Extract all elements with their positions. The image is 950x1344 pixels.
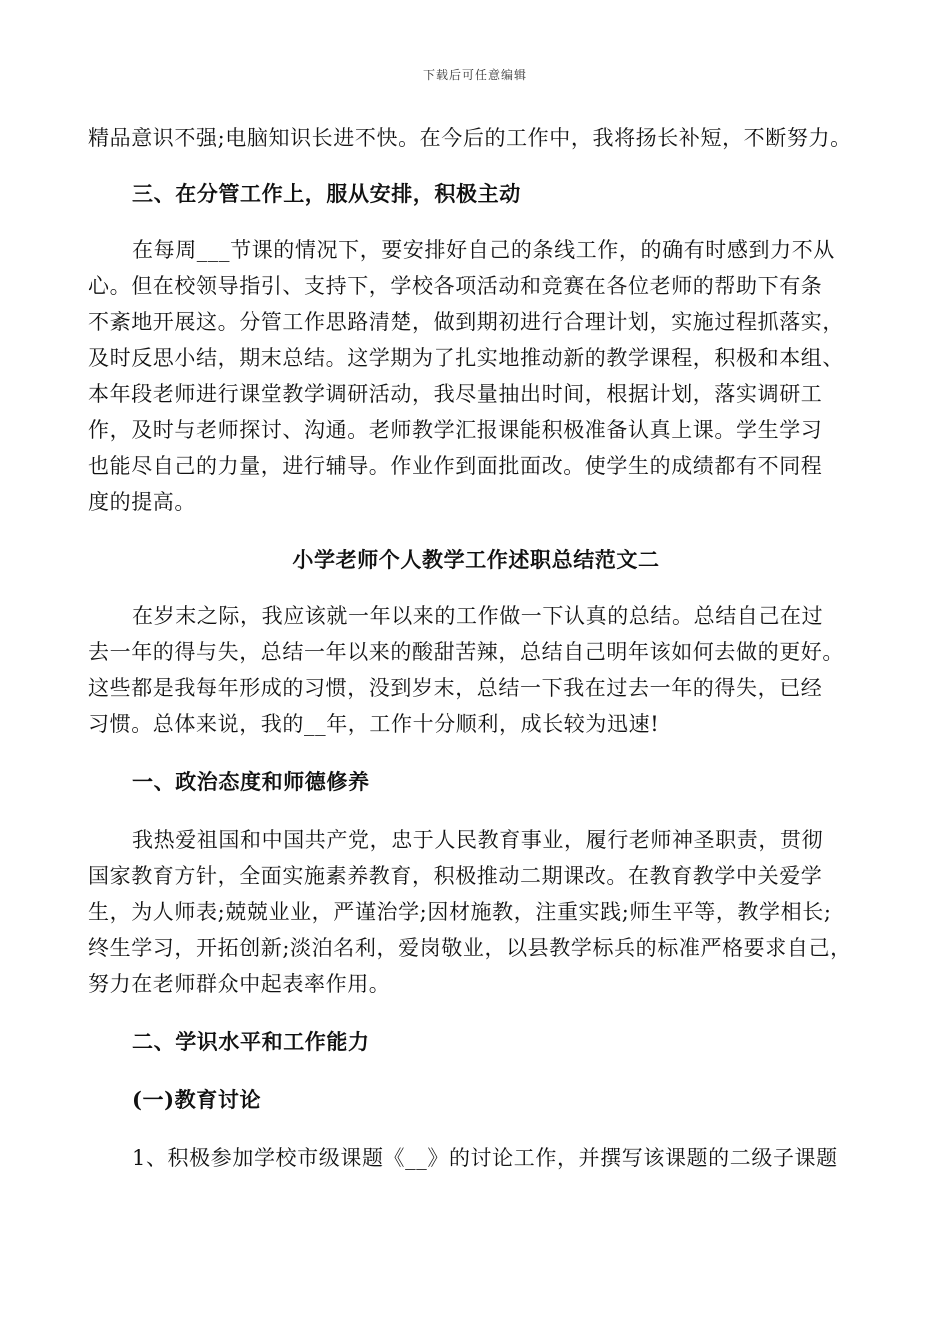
paragraph-line: 在每周___节课的情况下，要安排好自己的条线工作，的确有时感到力不从 [132, 238, 835, 262]
paragraph-line: 度的提高。 [88, 490, 196, 514]
paragraph-line: 国家教育方针，全面实施素养教育，积极推动二期课改。在教育教学中关爱学 [88, 864, 823, 888]
document-body [88, 120, 864, 1176]
paragraph-line: 及时反思小结，期末总结。这学期为了扎实地推动新的教学课程，积极和本组、 [88, 346, 844, 370]
page-header: 下载后可任意编辑 [422, 68, 527, 82]
article-title: 小学老师个人教学工作述职总结范文二 [292, 547, 660, 572]
paragraph-line: 习惯。总体来说，我的__年，工作十分顺利，成长较为迅速! [88, 712, 660, 736]
paragraph-line: 我热爱祖国和中国共产党，忠于人民教育事业，履行老师神圣职责，贯彻 [132, 828, 824, 852]
paragraph-line: 这些都是我每年形成的习惯，没到岁末，总结一下我在过去一年的得失，已经 [88, 676, 823, 700]
paragraph-line: 也能尽自己的力量，进行辅导。作业作到面批面改。使学生的成绩都有不同程 [88, 454, 823, 478]
paragraph-line: 本年段老师进行课堂教学调研活动，我尽量抽出时间，根据计划，落实调研工 [88, 382, 823, 406]
paragraph-line: 去一年的得与失，总结一年以来的酸甜苦辣，总结自己明年该如何去做的更好。 [88, 640, 844, 664]
paragraph-line: 心。但在校领导指引、支持下，学校各项活动和竞赛在各位老师的帮助下有条 [88, 274, 823, 298]
section-heading-2: 二、学识水平和工作能力 [132, 1029, 370, 1054]
paragraph-line: 精品意识不强;电脑知识长进不快。在今后的工作中，我将扬长补短，不断努力。 [88, 126, 852, 150]
paragraph-line: 终生学习，开拓创新;淡泊名利，爱岗敬业，以县教学标兵的标准严格要求自己， [88, 936, 852, 960]
paragraph-line: 作，及时与老师探讨、沟通。老师教学汇报课能积极准备认真上课。学生学习 [88, 418, 823, 442]
section-heading-3: 三、在分管工作上，服从安排，积极主动 [132, 181, 521, 206]
paragraph-line: 在岁末之际，我应该就一年以来的工作做一下认真的总结。总结自己在过 [132, 604, 824, 628]
paragraph-line: 不紊地开展这。分管工作思路清楚，做到期初进行合理计划，实施过程抓落实， [88, 310, 844, 334]
section-heading-1: 一、政治态度和师德修养 [132, 769, 370, 794]
subsection-heading: (一)教育讨论 [132, 1087, 262, 1112]
paragraph-line: 努力在老师群众中起表率作用。 [88, 972, 391, 996]
paragraph-line: 生，为人师表;兢兢业业，严谨治学;因材施教，注重实践;师生平等，教学相长; [88, 900, 832, 924]
paragraph-line: 1、积极参加学校市级课题《__》的讨论工作，并撰写该课题的二级子课题 [132, 1146, 838, 1170]
